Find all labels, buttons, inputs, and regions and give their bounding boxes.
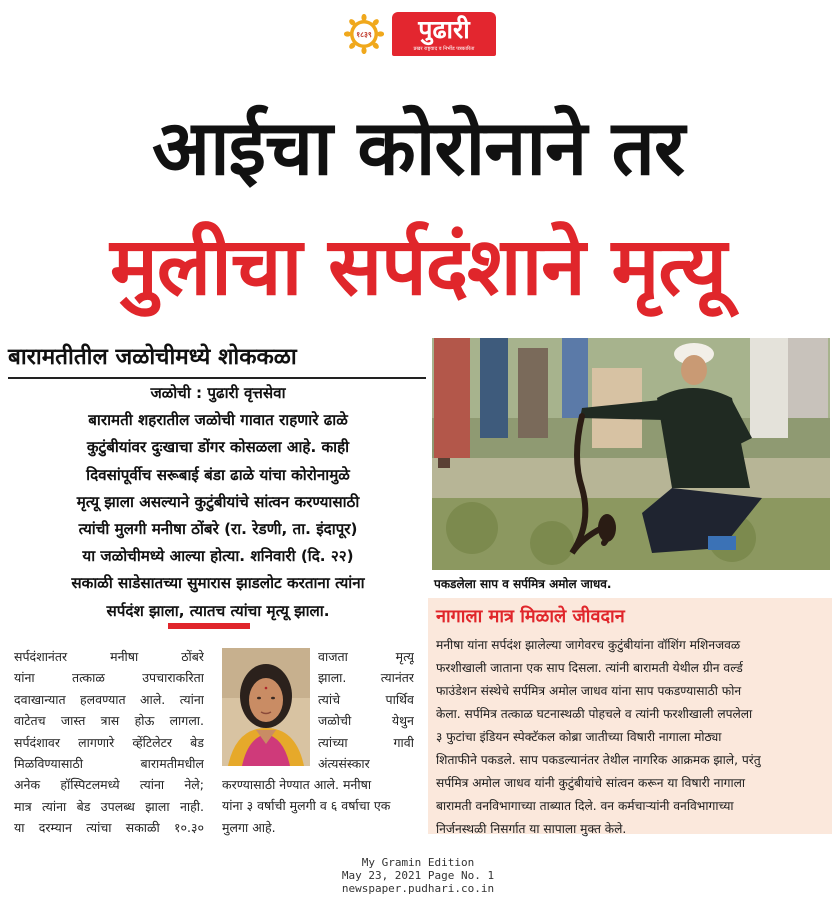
body-line: त्यांच्या गावी	[318, 734, 414, 750]
edition-date-page: May 23, 2021 Page No. 1	[341, 869, 495, 882]
lead-accent-bar	[168, 623, 250, 629]
seal-number: १८३९	[356, 30, 372, 39]
body-line: वाजता मृत्यू	[318, 649, 414, 664]
body-line: जळोची येथुन	[318, 713, 414, 729]
body-line: मुलगा आहे.	[222, 819, 276, 835]
pudhari-logo	[392, 12, 496, 56]
edition-footer	[0, 856, 836, 895]
lead-line: कुटुंबीयांवर दुःखाचा डोंगर कोसळला आहे. काही	[86, 438, 350, 457]
sidebar-line: शिताफीने पकडले. साप पकडल्यानंतर तेथील नागरिक आक्रमक झाले, परंतु	[436, 753, 761, 767]
edition-name: My Gramin Edition	[361, 856, 475, 869]
body-line: त्यांचे पार्थिव	[318, 691, 414, 707]
lead-line: या जळोचीमध्ये आल्या होत्या. शनिवारी (दि. २२)	[82, 547, 354, 566]
sidebar-title: नागाला मात्र मिळाले जीवदान	[436, 606, 625, 627]
lead-line: जळोची : पुढारी वृत्तसेवा	[150, 384, 286, 402]
sidebar-line: केला. सर्पमित्र तत्काळ घटनास्थळी पोहचले व त्यांनी फरशीखाली लपलेला	[436, 707, 753, 721]
body-line: अनेक हॉस्पिटलमध्ये त्यांना नेले;	[14, 777, 204, 793]
sidebar-line: फाउंडेशन संस्थेचे सर्पमित्र अमोल जाधव यांना साप पकडण्यासाठी फोन	[436, 684, 742, 698]
body-line: यांना तत्काळ उपचाराकरिता	[14, 670, 204, 686]
logo-tagline: प्रखर राष्ट्रवाद व निर्भीड पत्रकारिता	[413, 46, 475, 52]
lead-line: दिवसांपूर्वीच सरूबाई बंडा ढाळे यांचा कोरोनामुळे	[86, 465, 350, 484]
subheading-rule	[8, 377, 426, 379]
masthead	[0, 10, 836, 62]
lead-line: सर्पदंश झाला, त्यातच त्यांचा मृत्यू झाला.	[106, 601, 330, 620]
body-line: मिळविण्यासाठी बारामतीमधील	[14, 756, 204, 772]
body-line: वाटेतच जास्त त्रास होऊ लागला.	[14, 713, 204, 729]
sidebar-line: ३ फुटांचा इंडियन स्पेक्टॅकल कोब्रा जातीच्या विषारी नागाला मोठ्या	[436, 730, 722, 744]
anniversary-seal-icon	[344, 14, 384, 54]
sidebar-line: फरशीखाली जाताना एक साप दिसला. त्यांनी बारामती येथील ग्रीन वर्ल्ड	[436, 661, 743, 675]
lead-line: मृत्यू झाला असल्याने कुटुंबीयांचे सांत्वन करण्यासाठी	[76, 492, 360, 511]
body-column-bottom	[222, 774, 418, 838]
body-line: या दरम्यान त्यांचा सकाळी १०.३०	[14, 820, 204, 836]
body-line: झाला. त्यानंतर	[318, 670, 414, 686]
body-line: अंत्यसंस्कार	[318, 756, 370, 772]
edition-site: newspaper.pudhari.co.in	[341, 882, 495, 895]
body-column-left	[14, 646, 204, 839]
sidebar-line: बारामती वनविभागाच्या ताब्यात दिले. वन कर्मचाऱ्यांनी वनविभागाच्या	[436, 799, 734, 813]
logo-text: पुढारी	[418, 15, 470, 44]
sidebar-line: निर्जनस्थळी निसर्गात या सापाला मुक्त केले.	[436, 822, 627, 836]
sidebar-line: मनीषा यांना सर्पदंश झालेल्या जागेवरच कुटुंबीयांना वॉशिंग मशिनजवळ	[436, 638, 741, 652]
body-line: करण्यासाठी नेण्यात आले. मनीषा	[222, 777, 372, 792]
sidebar-box	[428, 598, 832, 834]
body-line: दवाखान्यात हलवण्यात आले. त्यांना	[14, 691, 204, 707]
lead-line: त्यांची मुलगी मनीषा ठोंबरे (रा. रेडणी, ता. इंदापूर)	[78, 520, 358, 539]
lead-line: सकाळी साडेसातच्या सुमारास झाडलोट करताना त्यांना	[71, 574, 365, 593]
lead-line: बारामती शहरातील जळोची गावात राहणारे ढाळे	[88, 411, 348, 430]
lead-paragraph	[12, 380, 424, 625]
body-line: यांना ३ वर्षाची मुलगी व ६ वर्षाचा एक	[222, 798, 391, 814]
headline-line-1: आईचा कोरोनाने तर	[151, 103, 685, 192]
photo-caption: पकडलेला साप व सर्पमित्र अमोल जाधव.	[434, 577, 612, 591]
body-line: सर्पदंशावर लागणारे व्हेंटिलेटर बेड	[14, 734, 204, 750]
subheading: बारामतीतील जळोचीमध्ये शोककळा	[8, 344, 297, 370]
sidebar-text	[436, 634, 826, 841]
body-line: मात्र त्यांना बेड उपलब्ध झाला नाही.	[14, 798, 204, 814]
body-line: सर्पदंशानंतर मनीषा ठोंबरे	[14, 649, 204, 664]
snake-rescue-photo	[432, 338, 830, 570]
body-column-middle	[318, 646, 414, 774]
headline-line-2: मुलीचा सर्पदंशाने मृत्यू	[110, 220, 726, 313]
victim-portrait	[222, 648, 310, 766]
sidebar-line: सर्पमित्र अमोल जाधव यांनी कुटुंबीयांचे सांत्वन करून या विषारी नागाला	[436, 776, 746, 790]
